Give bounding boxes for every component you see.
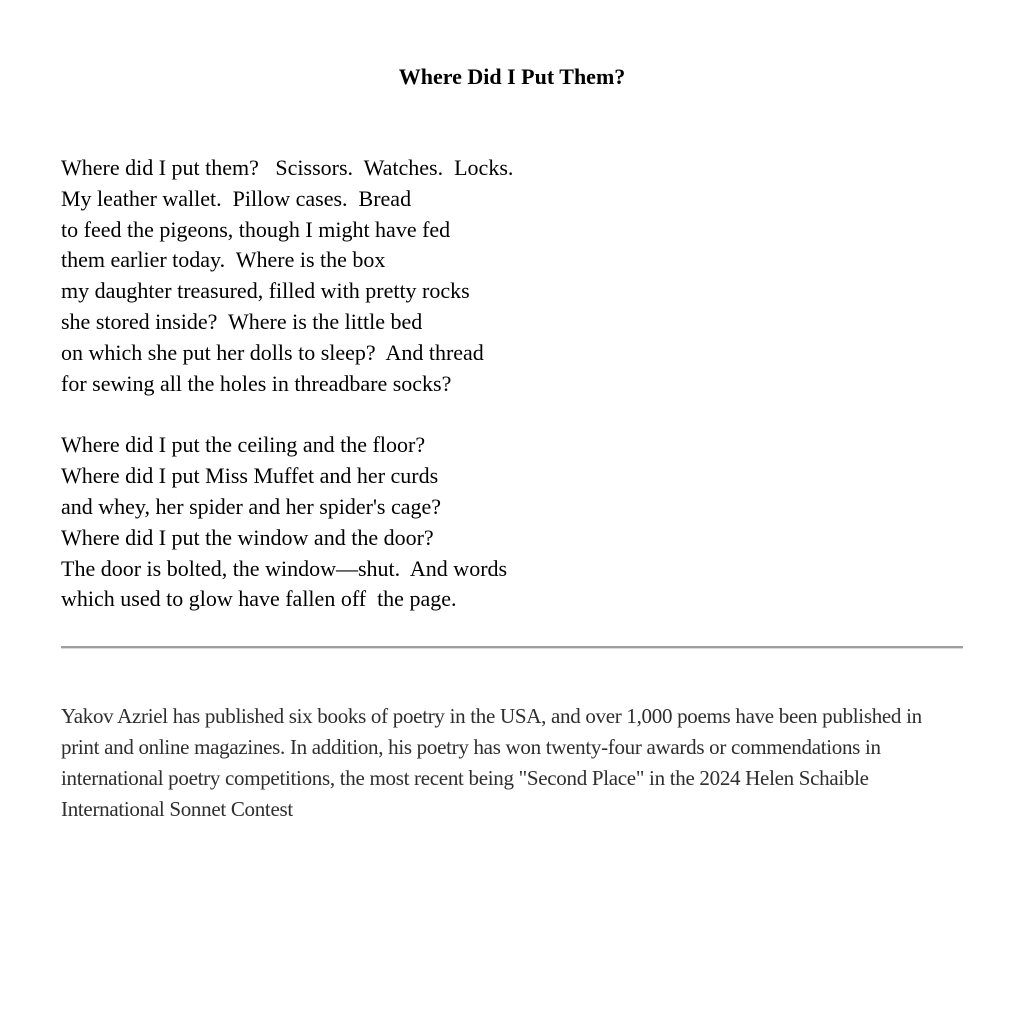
poem-line: Where did I put the ceiling and the floor?	[61, 432, 426, 458]
poem-line: to feed the pigeons, though I might have fed	[61, 216, 451, 242]
poem-line: which used to glow have fallen off the page.	[61, 586, 457, 612]
author-bio: Yakov Azriel has published six books of poetry in the USA, and over 1,000 poems have been published in print and online magazines. In addition, his poetry has won twenty-four awards or commendations in international poetry competitions, the most recent being "Second Place" in the 2024 Helen Schaible International Sonnet Contest	[61, 704, 922, 821]
poem-line: and whey, her spider and her spider's cage?	[61, 493, 442, 519]
poem-line: for sewing all the holes in threadbare socks?	[61, 370, 452, 396]
poem-line: Where did I put the window and the door?	[61, 524, 434, 550]
poem-line: she stored inside? Where is the little bed	[61, 308, 423, 334]
poem-title: Where Did I Put Them?	[398, 64, 626, 89]
poem-line: Where did I put Miss Muffet and her curds	[61, 463, 439, 489]
poem-line: The door is bolted, the window—shut. And words	[61, 555, 508, 581]
poem-body	[61, 153, 963, 615]
poem-line: My leather wallet. Pillow cases. Bread	[61, 185, 412, 211]
stanza-1	[61, 153, 963, 399]
poem-line: on which she put her dolls to sleep? And thread	[61, 339, 484, 365]
poem-line: Where did I put them? Scissors. Watches. Locks.	[61, 155, 514, 180]
section-divider	[61, 646, 963, 649]
poem-line: my daughter treasured, filled with pretty rocks	[61, 278, 470, 304]
poem-line: them earlier today. Where is the box	[61, 247, 386, 273]
stanza-2	[61, 430, 963, 615]
